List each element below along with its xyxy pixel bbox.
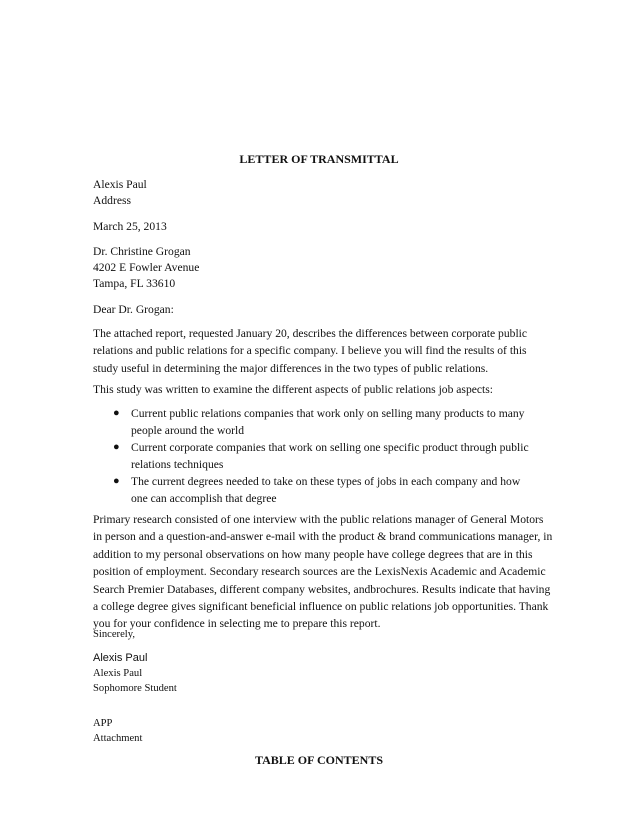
- recipient-name: Dr. Christine Grogan: [93, 245, 191, 258]
- page-title: LETTER OF TRANSMITTAL: [239, 152, 399, 166]
- sender-address: Address: [93, 194, 131, 207]
- bullet-icon: ●: [113, 441, 120, 453]
- list-item-text: Current corporate companies that work on selling one specific product through public relations techniques: [131, 441, 529, 471]
- intro-paragraph: The attached report, requested January 20, describes the differences between corporate public relations and public relations for a specific company. I believe you will find the results of this study useful in determining the major differences in the two types of public relations.: [93, 327, 528, 375]
- letter-date: March 25, 2013: [93, 220, 167, 233]
- aspects-list: [0, 405, 638, 507]
- signer-role: Sophomore Student: [93, 683, 177, 694]
- list-item-text: The current degrees needed to take on these types of jobs in each company and how one can accomplish that degree: [131, 475, 521, 505]
- salutation: Dear Dr. Grogan:: [93, 303, 174, 316]
- sender-name: Alexis Paul: [93, 178, 147, 191]
- list-item: [0, 473, 531, 507]
- bullet-icon: ●: [113, 475, 120, 487]
- signature: Alexis Paul: [93, 652, 148, 664]
- enclosure: Attachment: [93, 733, 143, 744]
- section-heading: TABLE OF CONTENTS: [254, 753, 384, 767]
- research-paragraph: Primary research consisted of one interview with the public relations manager of General Motors in person and a question-and-answer e-mail with the product & brand communications manager, in addition to my personal observations on how many people have college degrees that are in this position of employment. Secondary research sources are the LexisNexis Academic and Academic Search Premier Databases, different company websites, andbrochures. Results indicate that having a college degree gives significant beneficial influence on public relations job opportunities. Thank you for your confidence in selecting me to prepare this report.: [93, 513, 553, 631]
- study-sentence: This study was written to examine the different aspects of public relations job aspects:: [93, 383, 493, 396]
- closing: Sincerely,: [93, 629, 135, 640]
- list-item-text: Current public relations companies that work only on selling many products to many people around the world: [131, 407, 525, 437]
- initials: APP: [93, 718, 113, 729]
- list-item: [0, 405, 531, 439]
- list-item: [0, 439, 531, 473]
- recipient-street: 4202 E Fowler Avenue: [93, 261, 200, 274]
- signer-name: Alexis Paul: [93, 668, 143, 679]
- bullet-icon: ●: [113, 407, 120, 419]
- recipient-city: Tampa, FL 33610: [93, 277, 176, 290]
